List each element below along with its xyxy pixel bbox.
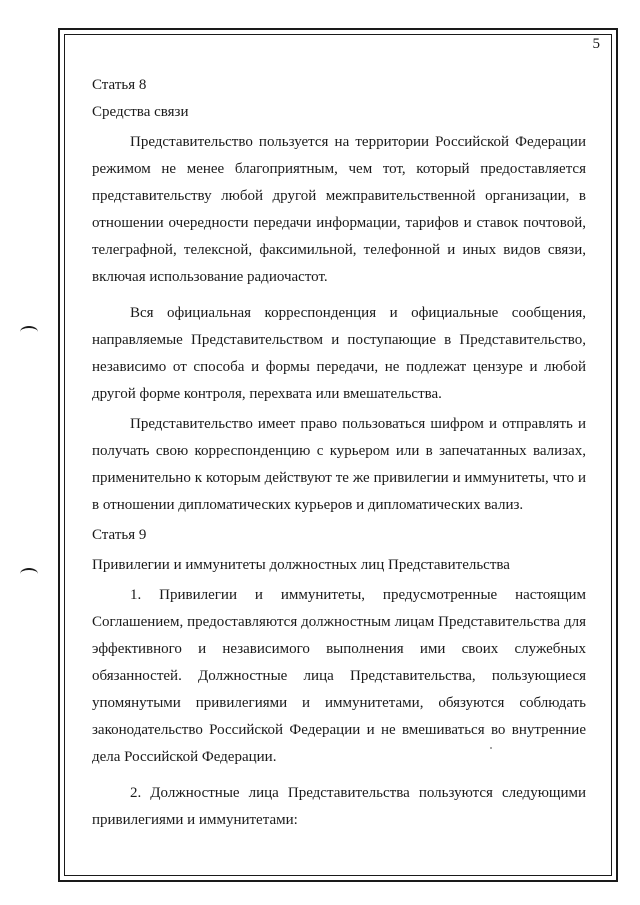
document-body	[92, 72, 586, 834]
article-9-subtitle: Привилегии и иммунитеты должностных лиц Представительства	[92, 557, 510, 573]
article-8-paragraph-2: Вся официальная корреспонденция и официальные сообщения, направляемые Представительством и поступающие в Представительство, независимо от способа и формы передачи, не подлежат цензуре и любой другой форме контроля, перехвата или вмешательства.	[92, 305, 586, 402]
page-number: 5	[592, 36, 600, 52]
article-8-paragraph-3: Представительство имеет право пользоваться шифром и отправлять и получать свою корреспонденцию с курьером или в запечатанных вализах, применительно к которым действуют те же привилегии и иммунитеты, что и в отношении дипломатических курьеров и дипломатических вализ.	[92, 416, 586, 513]
article-9-paragraph-2: 2. Должностные лица Представительства пользуются следующими привилегиями и иммунитетами:	[92, 785, 586, 828]
binding-mark-upper	[20, 326, 38, 338]
binding-mark-lower	[20, 568, 38, 580]
article-8-subtitle: Средства связи	[92, 104, 189, 120]
article-8-title: Статья 8	[92, 77, 147, 93]
article-9-title: Статья 9	[92, 527, 147, 543]
article-8-paragraph-1: Представительство пользуется на территории Российской Федерации режимом не менее благоприятным, чем тот, который предоставляется представительству любой другой межправительственной организации, в отношении очередности передачи информации, тарифов и ставок почтовой, телеграфной, телексной, факсимильной, телефонной и иных видов связи, включая использование радиочастот.	[92, 134, 586, 285]
article-9-paragraph-1: 1. Привилегии и иммунитеты, предусмотренные настоящим Соглашением, предоставляются должностным лицам Представительства для эффективного и независимого выполнения ими своих служебных обязанностей. Должностные лица Представительства, пользующиеся упомянутыми привилегиями и иммунитетами, обязуются соблюдать законодательство Российской Федерации и не вмешиваться во внутренние дела Российской Федерации.	[92, 587, 586, 765]
